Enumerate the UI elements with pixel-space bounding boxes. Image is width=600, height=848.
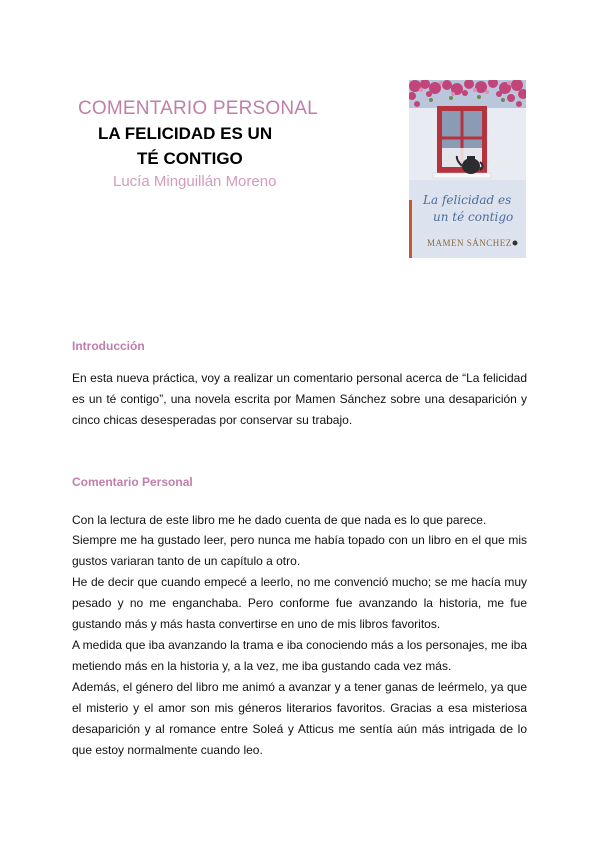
document-author: Lucía Minguillán Moreno (113, 173, 277, 190)
comment-paragraph-4: A medida que iba avanzando la trama e iba conociendo más a los personajes, me iba metiendo más en la historia y, a la vez, me iba gustando cada vez más. (72, 638, 527, 673)
section-heading-introduccion: Introducción (72, 339, 145, 353)
cover-spine-stripe (409, 200, 412, 258)
intro-paragraph: En esta nueva práctica, voy a realizar un comentario personal acerca de “La felicidad es un té contigo”, una novela escrita por Mamen Sánchez sobre una desaparición y cinco chicas desesperadas por conservar su trabajo. (72, 371, 527, 427)
document-title-line-2: TÉ CONTIGO (137, 149, 243, 168)
cover-window-sill (433, 173, 491, 178)
comment-paragraph-5: Además, el género del libro me animó a avanzar y a tener ganas de leérmelo, ya que el misterio y el amor son mis géneros literarios favoritos. Gracias a esa misteriosa desaparición y al romance entre Soleá y Atticus me sentía aún más intrigada de lo que estoy normalmente cuando leo. (72, 680, 527, 757)
cover-title-line-1: La felicidad es (423, 193, 512, 207)
comment-paragraph-3: He de decir que cuando empecé a leerlo, no me convenció mucho; se me hacía muy pesado y no me enganchaba. Pero conforme fue avanzando la historia, me fue gustando más y más hasta convertirse en uno de mis libros favoritos. (72, 575, 527, 631)
section-heading-comentario-personal: Comentario Personal (72, 475, 193, 489)
document-kicker: COMENTARIO PERSONAL (78, 98, 318, 119)
book-cover-illustration (409, 80, 526, 258)
book-cover-image (409, 80, 526, 258)
cover-title-line-2: un té contigo (433, 210, 514, 224)
cover-author: MAMEN SÁNCHEZ (427, 238, 512, 248)
document-title-line-1: LA FELICIDAD ES UN (98, 124, 273, 143)
publisher-logo-icon (513, 241, 518, 246)
comment-paragraph-2: Siempre me ha gustado leer, pero nunca me había topado con un libro en el que mis gustos variaran tanto de un capítulo a otro. (72, 533, 527, 568)
comment-paragraph-1: Con la lectura de este libro me he dado cuenta de que nada es lo que parece. (72, 513, 487, 527)
